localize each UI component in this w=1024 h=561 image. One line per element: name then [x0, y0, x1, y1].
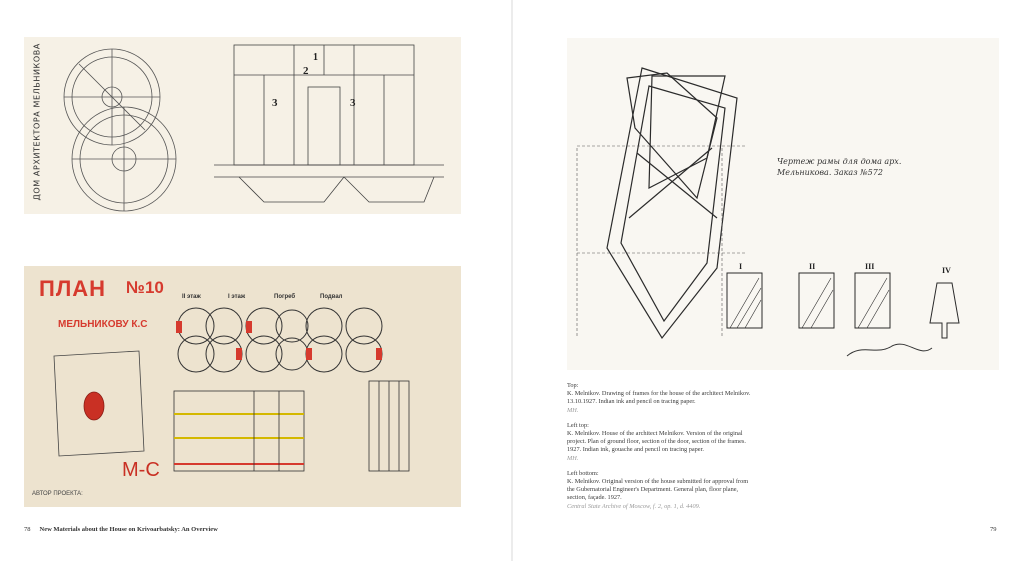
top-drawing-inscription: ДОМ АРХИТЕКТОРА МЕЛЬНИКОВА	[32, 43, 42, 201]
floor-label-cellar: Погреб	[274, 294, 296, 300]
page-number-right: 79	[990, 526, 997, 533]
drawing-frame-details	[567, 38, 999, 370]
caption-top	[567, 382, 757, 415]
caption-source: MH.	[567, 406, 579, 414]
caption-text: K. Melnikov. Original version of the house submitted for approval from the Gubernatorial Engineer's Department. General plan, floor plane, section, façade. 1927.	[567, 478, 749, 502]
drawing-submission-plan	[24, 266, 461, 507]
left-folio	[24, 526, 218, 533]
plan-number: №10	[126, 278, 164, 297]
tracing-plan-svg	[24, 37, 461, 214]
submission-plan-svg	[24, 266, 461, 507]
caption-source: Central State Archive of Moscow, f. 2, op. 1, d. 4409.	[567, 502, 701, 510]
window-number-2: 2	[303, 65, 309, 77]
drawing-house-plan-tracing	[24, 37, 461, 214]
section-label-4: IV	[942, 266, 951, 275]
caption-text: K. Melnikov. House of the architect Melnikov. Version of the original project. Plan of ground floor, section of the door, section of the frames. 1927. Indian ink, gouache and pencil on tracing paper.	[567, 430, 746, 454]
floor-label-1: I этаж	[228, 294, 246, 300]
book-spine	[511, 0, 513, 561]
section-label-2: II	[809, 262, 816, 271]
right-folio	[990, 526, 997, 533]
caption-left-bottom	[567, 470, 757, 511]
window-number-3a: 3	[272, 97, 278, 109]
caption-label: Top:	[567, 382, 579, 389]
frame-details-svg	[567, 38, 999, 370]
caption-label: Left top:	[567, 421, 589, 429]
window-number-3b: 3	[350, 97, 356, 109]
running-title: New Materials about the House on Krivoarbatsky: An Overview	[39, 526, 218, 533]
caption-left-top	[567, 422, 757, 463]
caption-source: MH.	[567, 454, 579, 462]
plan-title: ПЛАН	[39, 276, 107, 301]
floor-label-2: II этаж	[182, 294, 201, 300]
caption-label: Left bottom:	[567, 469, 599, 477]
svg-text:M-C: M-C	[122, 459, 160, 481]
section-label-1: I	[739, 262, 743, 271]
section-label-3: III	[865, 262, 875, 271]
page-number-left: 78	[24, 526, 31, 533]
figure-captions	[567, 382, 757, 518]
plan-author-line: АВТОР ПРОЕКТА:	[32, 491, 83, 497]
plan-owner-name: МЕЛЬНИКОВУ К.С	[58, 319, 148, 330]
floor-label-basement: Подвал	[320, 294, 343, 300]
frame-drawing-heading: Чертеж рамы для дома арх. Мельникова. Заказ №572	[777, 157, 902, 177]
window-number-1: 1	[313, 52, 318, 63]
caption-text: K. Melnikov. Drawing of frames for the house of the architect Melnikov. 13.10.1927. Indian ink and pencil on tracing paper.	[567, 390, 751, 406]
